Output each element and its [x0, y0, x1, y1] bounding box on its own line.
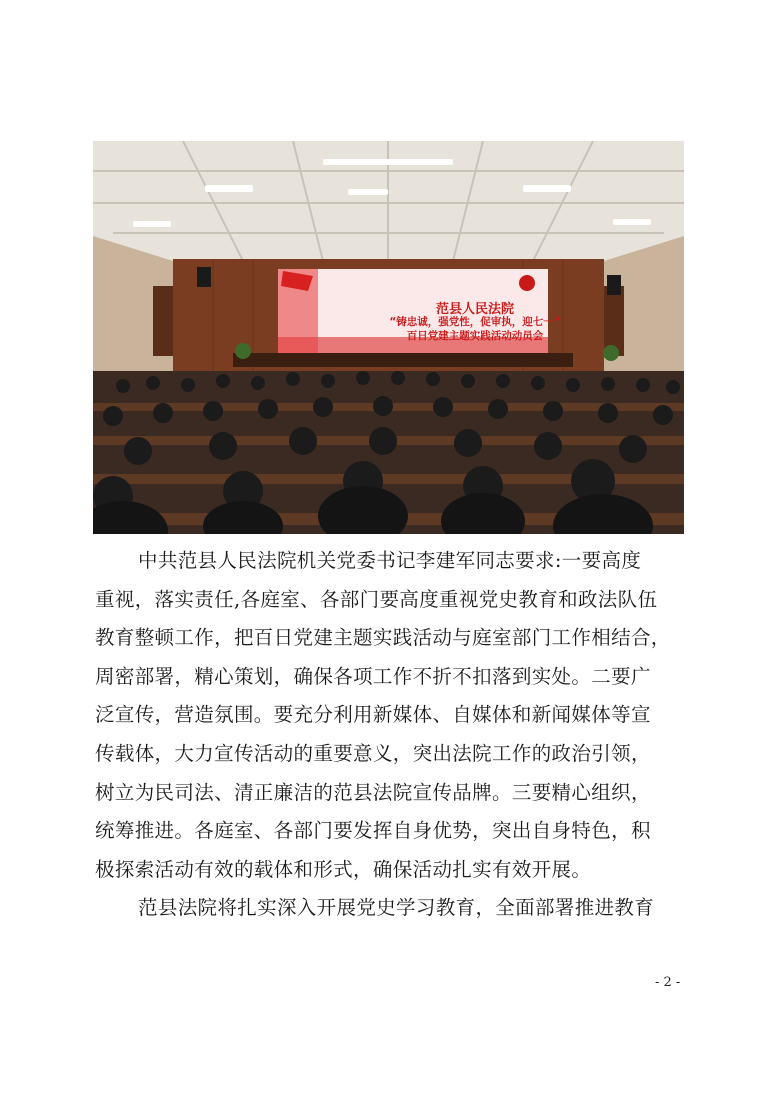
banner-slogan: “铸忠诚，强党性，促审执，迎七一”	[389, 316, 561, 328]
text-line: 范县法院将扎实深入开展党史学习教育，全面部署推进教育	[138, 896, 655, 920]
banner-title: 范县人民法院	[435, 302, 514, 317]
article-body	[95, 542, 687, 928]
paragraph-conclusion	[95, 889, 687, 928]
text-line: 周密部署，精心策划，确保各项工作不折不扣落到实处。二要广	[95, 664, 651, 688]
banner-event: 百日党建主题实践活动动员会	[406, 330, 544, 342]
meeting-photo	[93, 141, 684, 534]
text-line: 泛宣传，营造氛围。要充分利用新媒体、自媒体和新闻媒体等宣	[95, 703, 651, 727]
text-line: 教育整顿工作，把百日党建主题实践活动与庭室部门工作相结合，	[95, 626, 671, 650]
text-line: 中共范县人民法院机关党委书记李建军同志要求:一要高度	[138, 549, 642, 572]
text-line: 统筹推进。各庭室、各部门要发挥自身优势，突出自身特色，积	[95, 819, 651, 843]
paragraph-requirements	[95, 542, 687, 889]
text-line: 树立为民司法、清正廉洁的范县法院宣传品牌。三要精心组织，	[95, 780, 651, 804]
page-number: - 2 -	[655, 975, 681, 990]
text-line: 传载体，大力宣传活动的重要意义，突出法院工作的政治引领，	[95, 741, 651, 765]
text-line: 重视，落实责任,各庭室、各部门要高度重视党史教育和政法队伍	[95, 587, 658, 611]
text-line: 极探索活动有效的载体和形式，确保活动扎实有效开展。	[95, 857, 592, 881]
